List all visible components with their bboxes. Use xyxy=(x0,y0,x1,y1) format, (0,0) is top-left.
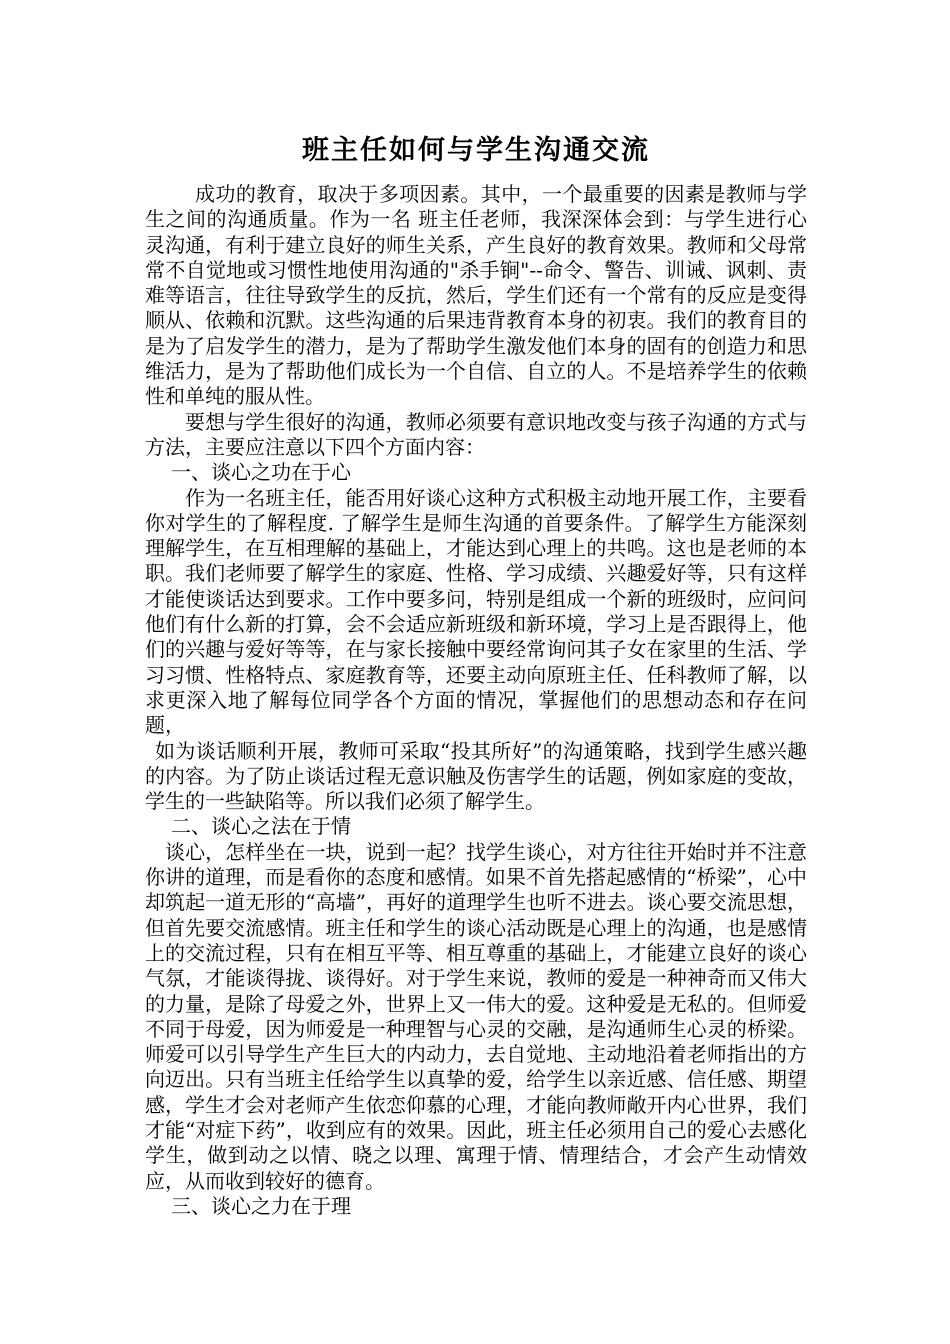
paragraph-section-1: 作为一名班主任，能否用好谈心这种方式积极主动地开展工作，主要看你对学生的了解程度. 了解学生是师生沟通的首要条件。了解学生方能深刻理解学生，在互相理解的基础上，才能达到心理上的共鸣。这也是老师的本职。我们老师要了解学生的家庭、性格、学习成绩、兴趣爱好等，只有这样才能使谈话达到要求。工作中要多问，特别是组成一个新的班级时，应问问他们有什么新的打算，会不会适应新班级和新环境，学习上是否跟得上，他们的兴趣与爱好等等，在与家长接触中要经常询问其子女在家里的生活、学习习惯、性格特点、家庭教育等，还要主动向原班主任、任科教师了解，以求更深入地了解每位同学各个方面的情况，掌握他们的思想动态和存在问题， xyxy=(145,485,807,738)
section-heading-2: 二、谈心之法在于情 xyxy=(171,814,351,839)
paragraph-overview: 要想与学生很好的沟通，教师必须要有意识地改变与孩子沟通的方式与方法，主要应注意以下四个方面内容： xyxy=(145,409,807,459)
paragraph-section-2: 谈心，怎样坐在一块，说到一起？找学生谈心，对方往往开始时并不注意你讲的道理，而是看你的态度和感情。如果不首先搭起感情的“桥梁”，心中却筑起一道无形的“高墙”，再好的道理学生也听不进去。谈心要交流思想，但首先要交流感情。班主任和学生的谈心活动既是心理上的沟通，也是感情上的交流过程，只有在相互平等、相互尊重的基础上，才能建立良好的谈心气氛，才能谈得拢、谈得好。对于学生来说，教师的爱是一种神奇而又伟大的力量，是除了母爱之外，世界上又一伟大的爱。这种爱是无私的。但师爱不同于母爱，因为师爱是一种理智与心灵的交融，是沟通师生心灵的桥梁。师爱可以引导学生产生巨大的内动力，去自觉地、主动地沿着老师指出的方向迈出。只有当班主任给学生以真挚的爱，给学生以亲近感、信任感、期望感，学生才会对老师产生依恋仰慕的心理，才能向教师敞开内心世界，我们才能“对症下药”，收到应有的效果。因此，班主任必须用自己的爱心去感化学生，做到动之以情、晓之以理、寓理于情、情理结合，才会产生动情效应，从而收到较好的德育。 xyxy=(145,839,807,1193)
paragraph-section-1-note: 如为谈话顺利开展，教师可采取“投其所好”的沟通策略，找到学生感兴趣的内容。为了防止谈话过程无意识触及伤害学生的话题，例如家庭的变故，学生的一些缺陷等。所以我们必须了解学生。 xyxy=(145,738,807,814)
section-heading-3: 三、谈心之力在于理 xyxy=(171,1193,351,1218)
document-body xyxy=(145,182,807,1219)
document-page xyxy=(145,128,807,1219)
paragraph-intro: 成功的教育，取决于多项因素。其中，一个最重要的因素是教师与学生之间的沟通质量。作为一名 班主任老师，我深深体会到：与学生进行心灵沟通，有利于建立良好的师生关系，产生良好的教育效果。教师和父母常常不自觉地或习惯性地使用沟通的"杀手锏"--命令、警告、训诫、讽刺、责难等语言，往往导致学生的反抗，然后，学生们还有一个常有的反应是变得顺从、依赖和沉默。这些沟通的后果违背教育本身的初衷。我们的教育目的是为了启发学生的潜力，是为了帮助学生激发他们本身的固有的创造力和思维活力，是为了帮助他们成长为一个自信、自立的人。不是培养学生的依赖性和单纯的服从性。 xyxy=(145,182,807,409)
section-heading-1: 一、谈心之功在于心 xyxy=(171,460,351,485)
document-title: 班主任如何与学生沟通交流 xyxy=(302,135,650,166)
